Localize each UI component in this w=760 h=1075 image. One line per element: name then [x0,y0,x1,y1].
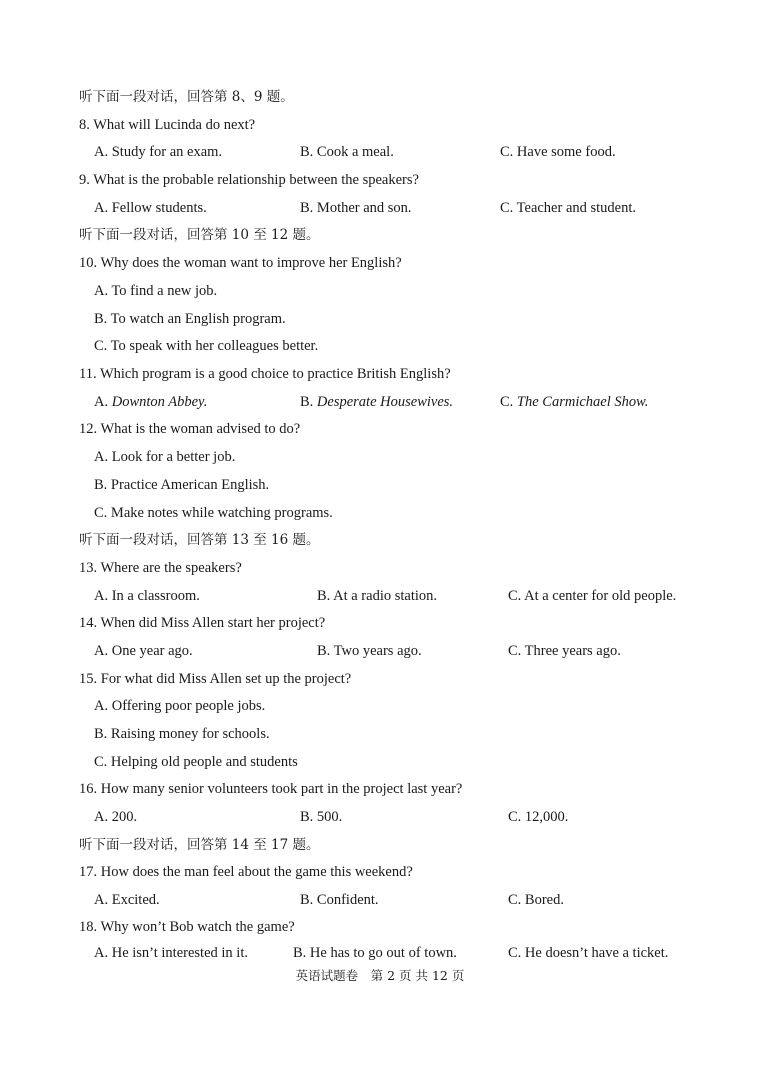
question-13-option-c: C. At a center for old people. [508,588,677,604]
question-18-option-b: B. He has to go out of town. [293,945,457,961]
option-letter: A. [94,394,112,410]
question-8-option-c: C. Have some food. [500,144,616,160]
question-12-option-b: B. Practice American English. [94,477,270,493]
question-16-option-b: B. 500. [300,809,343,825]
question-10-option-a: A. To find a new job. [94,283,218,299]
question-10-stem: 10. Why does the woman want to improve her English? [79,255,402,271]
question-14-option-b: B. Two years ago. [317,643,422,659]
question-11-option-b [300,393,453,411]
option-letter: C. [500,394,517,410]
question-16-stem: 16. How many senior volunteers took part in the project last year? [79,781,463,797]
question-13-option-a: A. In a classroom. [94,588,200,604]
section-heading: 听下面一段对话，回答第 13 至 16 题。 [79,532,320,548]
question-12-option-c: C. Make notes while watching programs. [94,505,333,521]
question-9-stem: 9. What is the probable relationship between the speakers? [79,172,419,188]
question-10-option-b: B. To watch an English program. [94,311,286,327]
question-15-option-b: B. Raising money for schools. [94,726,270,742]
question-10-option-c: C. To speak with her colleagues better. [94,338,319,354]
question-18-stem: 18. Why won’t Bob watch the game? [79,919,295,935]
section-heading: 听下面一段对话，回答第 8、9 题。 [79,89,294,105]
question-14-option-a: A. One year ago. [94,643,193,659]
question-14-option-c: C. Three years ago. [508,643,621,659]
program-title: Desperate Housewives. [316,394,454,410]
question-16-option-c: C. 12,000. [508,809,569,825]
question-11-option-c [500,393,648,411]
section-heading: 听下面一段对话，回答第 10 至 12 题。 [79,227,320,243]
question-8-option-a: A. Study for an exam. [94,144,223,160]
program-title: Downton Abbey. [111,394,208,410]
section-heading: 听下面一段对话，回答第 14 至 17 题。 [79,837,320,853]
question-15-option-a: A. Offering poor people jobs. [94,698,266,714]
question-15-stem: 15. For what did Miss Allen set up the project? [79,671,352,687]
question-11-option-a [94,393,207,411]
question-9-option-b: B. Mother and son. [300,200,412,216]
question-17-option-a: A. Excited. [94,892,160,908]
question-13-option-b: B. At a radio station. [317,588,438,604]
question-12-stem: 12. What is the woman advised to do? [79,421,301,437]
question-17-stem: 17. How does the man feel about the game this weekend? [79,864,413,880]
question-16-option-a: A. 200. [94,809,138,825]
program-title: The Carmichael Show. [516,394,649,410]
question-18-option-a: A. He isn’t interested in it. [94,945,248,961]
question-13-stem: 13. Where are the speakers? [79,560,242,576]
question-11-stem: 11. Which program is a good choice to practice British English? [79,366,451,382]
question-18-option-c: C. He doesn’t have a ticket. [508,945,669,961]
question-17-option-c: C. Bored. [508,892,564,908]
question-8-option-b: B. Cook a meal. [300,144,394,160]
page-footer: 英语试题卷 第 2 页 共 12 页 [295,968,465,983]
question-9-option-a: A. Fellow students. [94,200,207,216]
question-15-option-c: C. Helping old people and students [94,754,298,770]
question-17-option-b: B. Confident. [300,892,379,908]
question-12-option-a: A. Look for a better job. [94,449,236,465]
question-8-stem: 8. What will Lucinda do next? [79,117,256,133]
question-14-stem: 14. When did Miss Allen start her project? [79,615,326,631]
question-9-option-c: C. Teacher and student. [500,200,637,216]
option-letter: B. [300,394,317,410]
